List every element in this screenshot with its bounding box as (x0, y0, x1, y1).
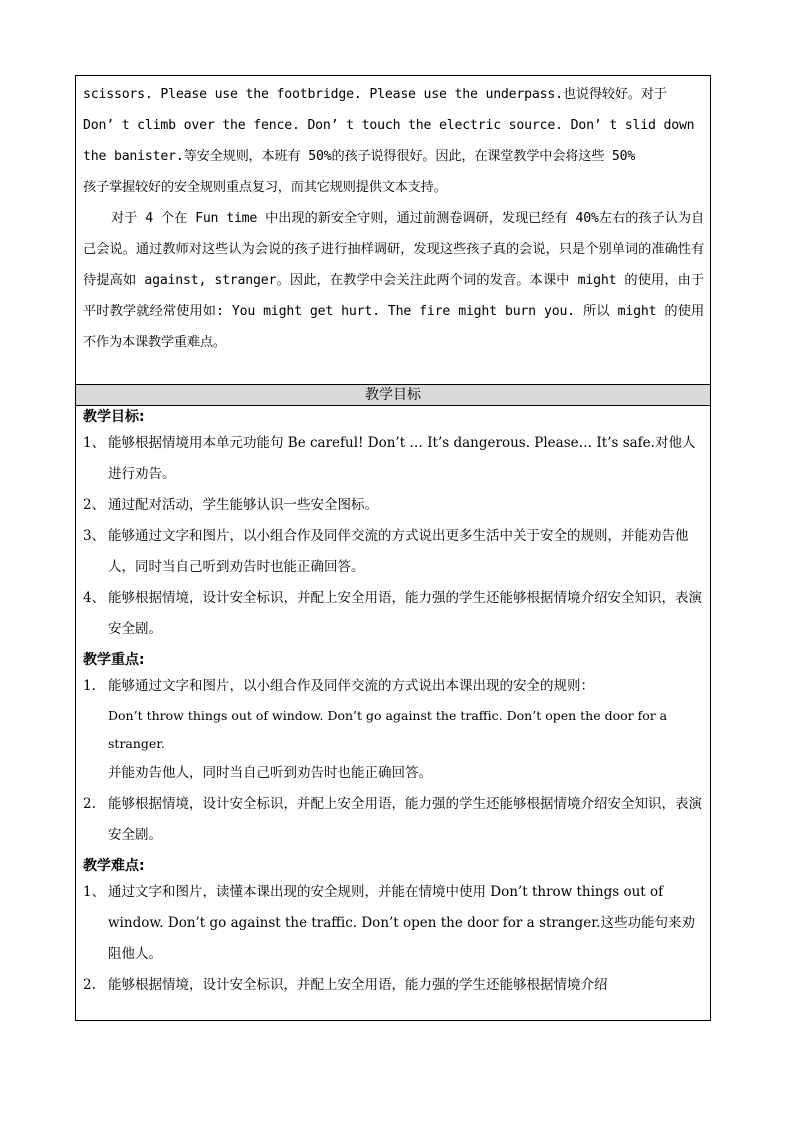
analysis-line-1: scissors. Please use the footbridge. Please use the underpass.也说得较好。对于 (83, 87, 667, 102)
difficulty-text: 能够根据情境，设计安全标识，并配上安全用语，能力强的学生还能够根据情境介绍 (108, 977, 608, 993)
objective-item (83, 490, 704, 521)
objective-text: 通过配对活动，学生能够认识一些安全图标。 (108, 497, 378, 513)
objective-text: 能够通过文字和图片，以小组合作及同伴交流的方式说出更多生活中关于安全的规则，并能劝告他人，同时当自己听到劝告时也能正确回答。 (108, 528, 689, 575)
key-point-text: 能够通过文字和图片，以小组合作及同伴交流的方式说出本课出现的安全的规则： (108, 678, 594, 694)
objective-number: 3、 (83, 528, 106, 544)
difficulty-text: 通过文字和图片，读懂本课出现的安全规则，并能在情境中使用 Don’t throw things out of window. Don’t go against the traffic. Don’t open the door for a stranger.这些功能句来劝阻他人。 (108, 884, 695, 962)
objective-item (83, 583, 704, 645)
objective-number: 2、 (83, 497, 106, 513)
objectives-cell (76, 406, 710, 1001)
objective-number: 1、 (83, 435, 106, 451)
section-header-objectives: 教学目标 (76, 385, 710, 406)
key-point-item (83, 789, 704, 851)
objective-text: 能够根据情境，设计安全标识，并配上安全用语，能力强的学生还能够根据情境介绍安全知识，表演安全剧。 (108, 590, 702, 637)
learner-analysis-cell (76, 76, 710, 385)
difficulties-heading: 教学难点: (83, 858, 145, 874)
key-point-example-sentences: Don’t throw things out of window. Don’t go against the traffic. Don’t open the door for a stranger. (108, 708, 668, 751)
analysis-line-2: Don’ t climb over the fence. Don’ t touch the electric source. Don’ t slid down (83, 118, 695, 133)
analysis-line-3: the banister.等安全规则，本班有 50%的孩子说得很好。因此，在课堂教学中会将这些 50% (83, 149, 636, 164)
objective-text: 能够根据情境用本单元功能句 Be careful! Don’t … It’s dangerous. Please… It’s safe.对他人进行劝告。 (108, 435, 696, 482)
analysis-paragraph-2: 对于 4 个在 Fun time 中出现的新安全守则，通过前测卷调研，发现已经有 40%左右的孩子认为自己会说。通过教师对这些认为会说的孩子进行抽样调研，发现这些孩子真的会说，只是个别单词的准确性有待提高如 against, stranger。因此，在教学中会关注此两个词的发音。本课中 might 的使用，由于平时教学就经常使用如: You might get hurt. The fire might burn you. 所以 might 的使用不作为本课教学重难点。 (83, 211, 704, 350)
key-point-number: 1. (83, 678, 96, 694)
key-points-heading: 教学重点: (83, 652, 145, 668)
objective-item (83, 428, 704, 490)
objective-number: 4、 (83, 590, 106, 606)
key-point-number: 2. (83, 796, 96, 812)
key-point-continuation: 并能劝告他人，同时当自己听到劝告时也能正确回答。 (108, 765, 432, 781)
difficulty-number: 1、 (83, 884, 106, 900)
difficulty-item (83, 970, 704, 1001)
difficulty-number: 2. (83, 977, 96, 993)
difficulty-item (83, 877, 704, 970)
lesson-plan-table (75, 75, 711, 1021)
key-point-item (83, 671, 704, 702)
analysis-line-4: 孩子掌握较好的安全规则重点复习，而其它规则提供文本支持。 (83, 180, 447, 195)
objective-item (83, 521, 704, 583)
key-point-text: 能够根据情境，设计安全标识，并配上安全用语，能力强的学生还能够根据情境介绍安全知识，表演安全剧。 (108, 796, 702, 843)
objectives-heading: 教学目标: (83, 409, 145, 425)
